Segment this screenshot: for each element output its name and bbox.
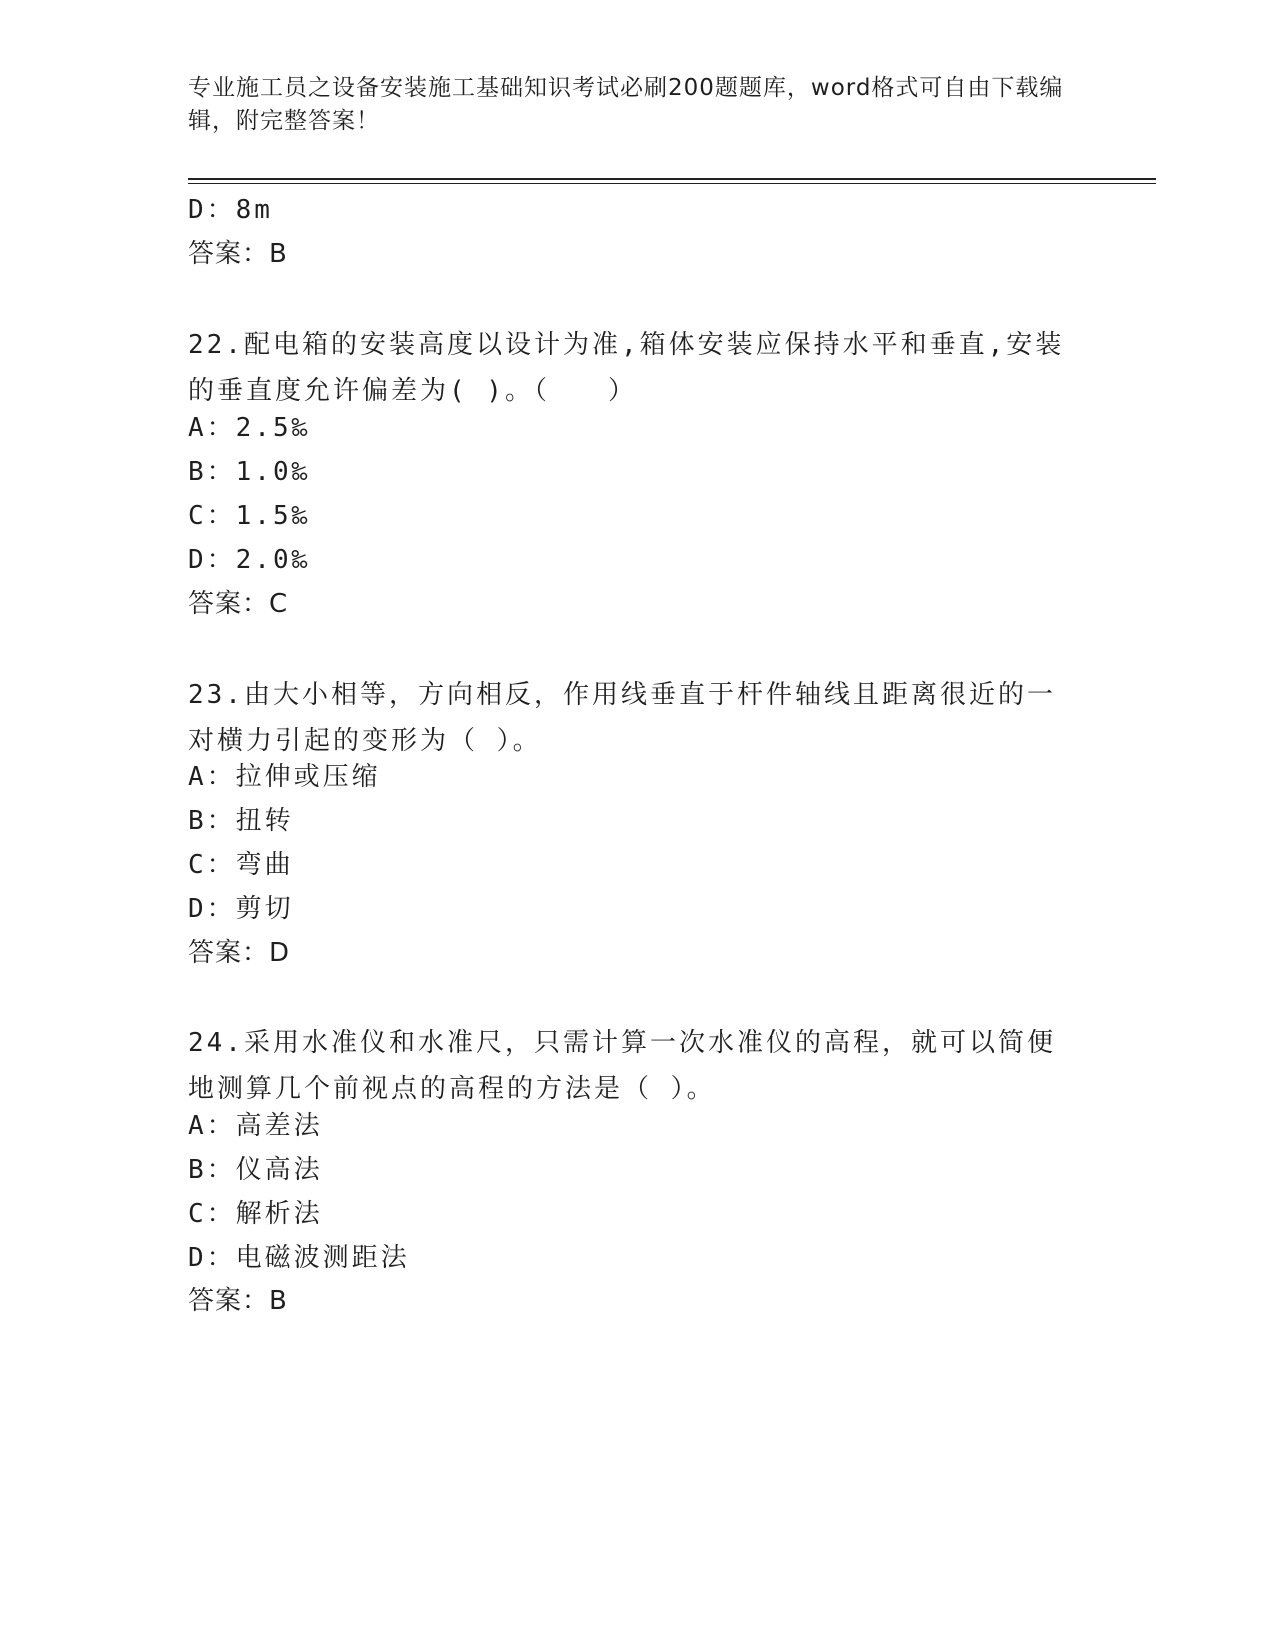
question-24-option-b: B：仪高法 xyxy=(188,1155,323,1185)
question-24-option-d: D：电磁波测距法 xyxy=(188,1243,410,1273)
question-22-option-d: D：2.0‰ xyxy=(188,545,311,575)
question-22-option-c: C：1.5‰ xyxy=(188,501,311,531)
document-header: 专业施工员之设备安装施工基础知识考试必刷200题题库，word格式可自由下载编辑，附完整答案！ xyxy=(188,75,1064,134)
question-24-answer: 答案：B xyxy=(188,1286,288,1316)
question-22-answer: 答案：C xyxy=(188,589,289,619)
question-24-stem: 24.采用水准仪和水准尺，只需计算一次水准仪的高程，就可以简便地测算几个前视点的高程的方法是（ ）。 xyxy=(188,1028,1056,1104)
question-24-option-a: A：高差法 xyxy=(188,1111,323,1141)
question-22-stem: 22.配电箱的安装高度以设计为准,箱体安装应保持水平和垂直,安装的垂直度允许偏差为( )。（ ） xyxy=(188,330,1065,406)
question-23-answer: 答案：D xyxy=(188,938,291,968)
question-23-option-c: C：弯曲 xyxy=(188,850,294,880)
question-23-stem: 23.由大小相等，方向相反，作用线垂直于杆件轴线且距离很近的一对横力引起的变形为（ ）。 xyxy=(188,680,1056,756)
header-divider-thin xyxy=(188,183,1156,184)
question-23-option-a: A：拉伸或压缩 xyxy=(188,762,381,792)
question-23-option-b: B：扭转 xyxy=(188,806,294,836)
previous-option-d: D：8m xyxy=(188,195,273,225)
question-22-option-a: A：2.5‰ xyxy=(188,413,311,443)
previous-answer: 答案：B xyxy=(188,239,288,269)
question-22-option-b: B：1.0‰ xyxy=(188,457,311,487)
header-divider xyxy=(188,178,1156,180)
question-24-option-c: C：解析法 xyxy=(188,1199,323,1229)
question-23-option-d: D：剪切 xyxy=(188,894,294,924)
